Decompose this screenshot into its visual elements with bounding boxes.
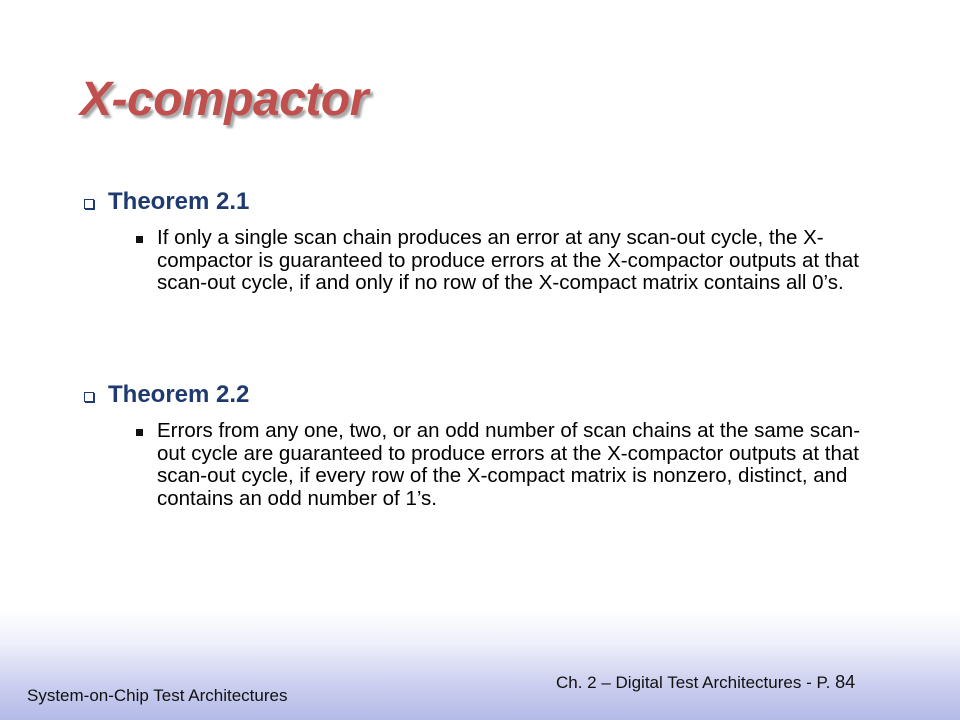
footer-chapter-page xyxy=(556,672,855,693)
filled-square-bullet-icon xyxy=(136,236,143,243)
theorem-heading-row xyxy=(80,378,900,412)
theorem-section-2 xyxy=(80,378,900,510)
theorem-body-row xyxy=(80,227,900,295)
theorem-section-1 xyxy=(80,185,900,295)
footer-book-title: System-on-Chip Test Architectures xyxy=(27,686,288,705)
theorem-heading: Theorem 2.2 xyxy=(108,381,250,408)
footer-page-number: 84 xyxy=(835,672,856,692)
theorem-body-text: Errors from any one, two, or an odd number of scan chains at the same scan-out cycle are guaranteed to produce errors at the X-compactor outputs at that scan-out cycle, if every row of the X-compact matrix is nonzero, distinct, and contains an odd number of 1’s. xyxy=(157,419,861,510)
footer-chapter: Ch. 2 – Digital Test Architectures - P. xyxy=(556,673,831,692)
slide-title: X-compactor xyxy=(80,73,368,126)
theorem-heading: Theorem 2.1 xyxy=(108,188,250,215)
hollow-square-bullet-icon xyxy=(84,392,94,402)
filled-square-bullet-icon xyxy=(136,429,143,436)
theorem-body-row xyxy=(80,420,900,510)
hollow-square-bullet-icon xyxy=(84,199,94,209)
theorem-body-text: If only a single scan chain produces an error at any scan-out cycle, the X-compactor is guaranteed to produce errors at the X-compactor outputs at that scan-out cycle, if and only if no row of the X-compact matrix contains all 0’s. xyxy=(157,226,859,294)
theorem-heading-row xyxy=(80,185,900,219)
